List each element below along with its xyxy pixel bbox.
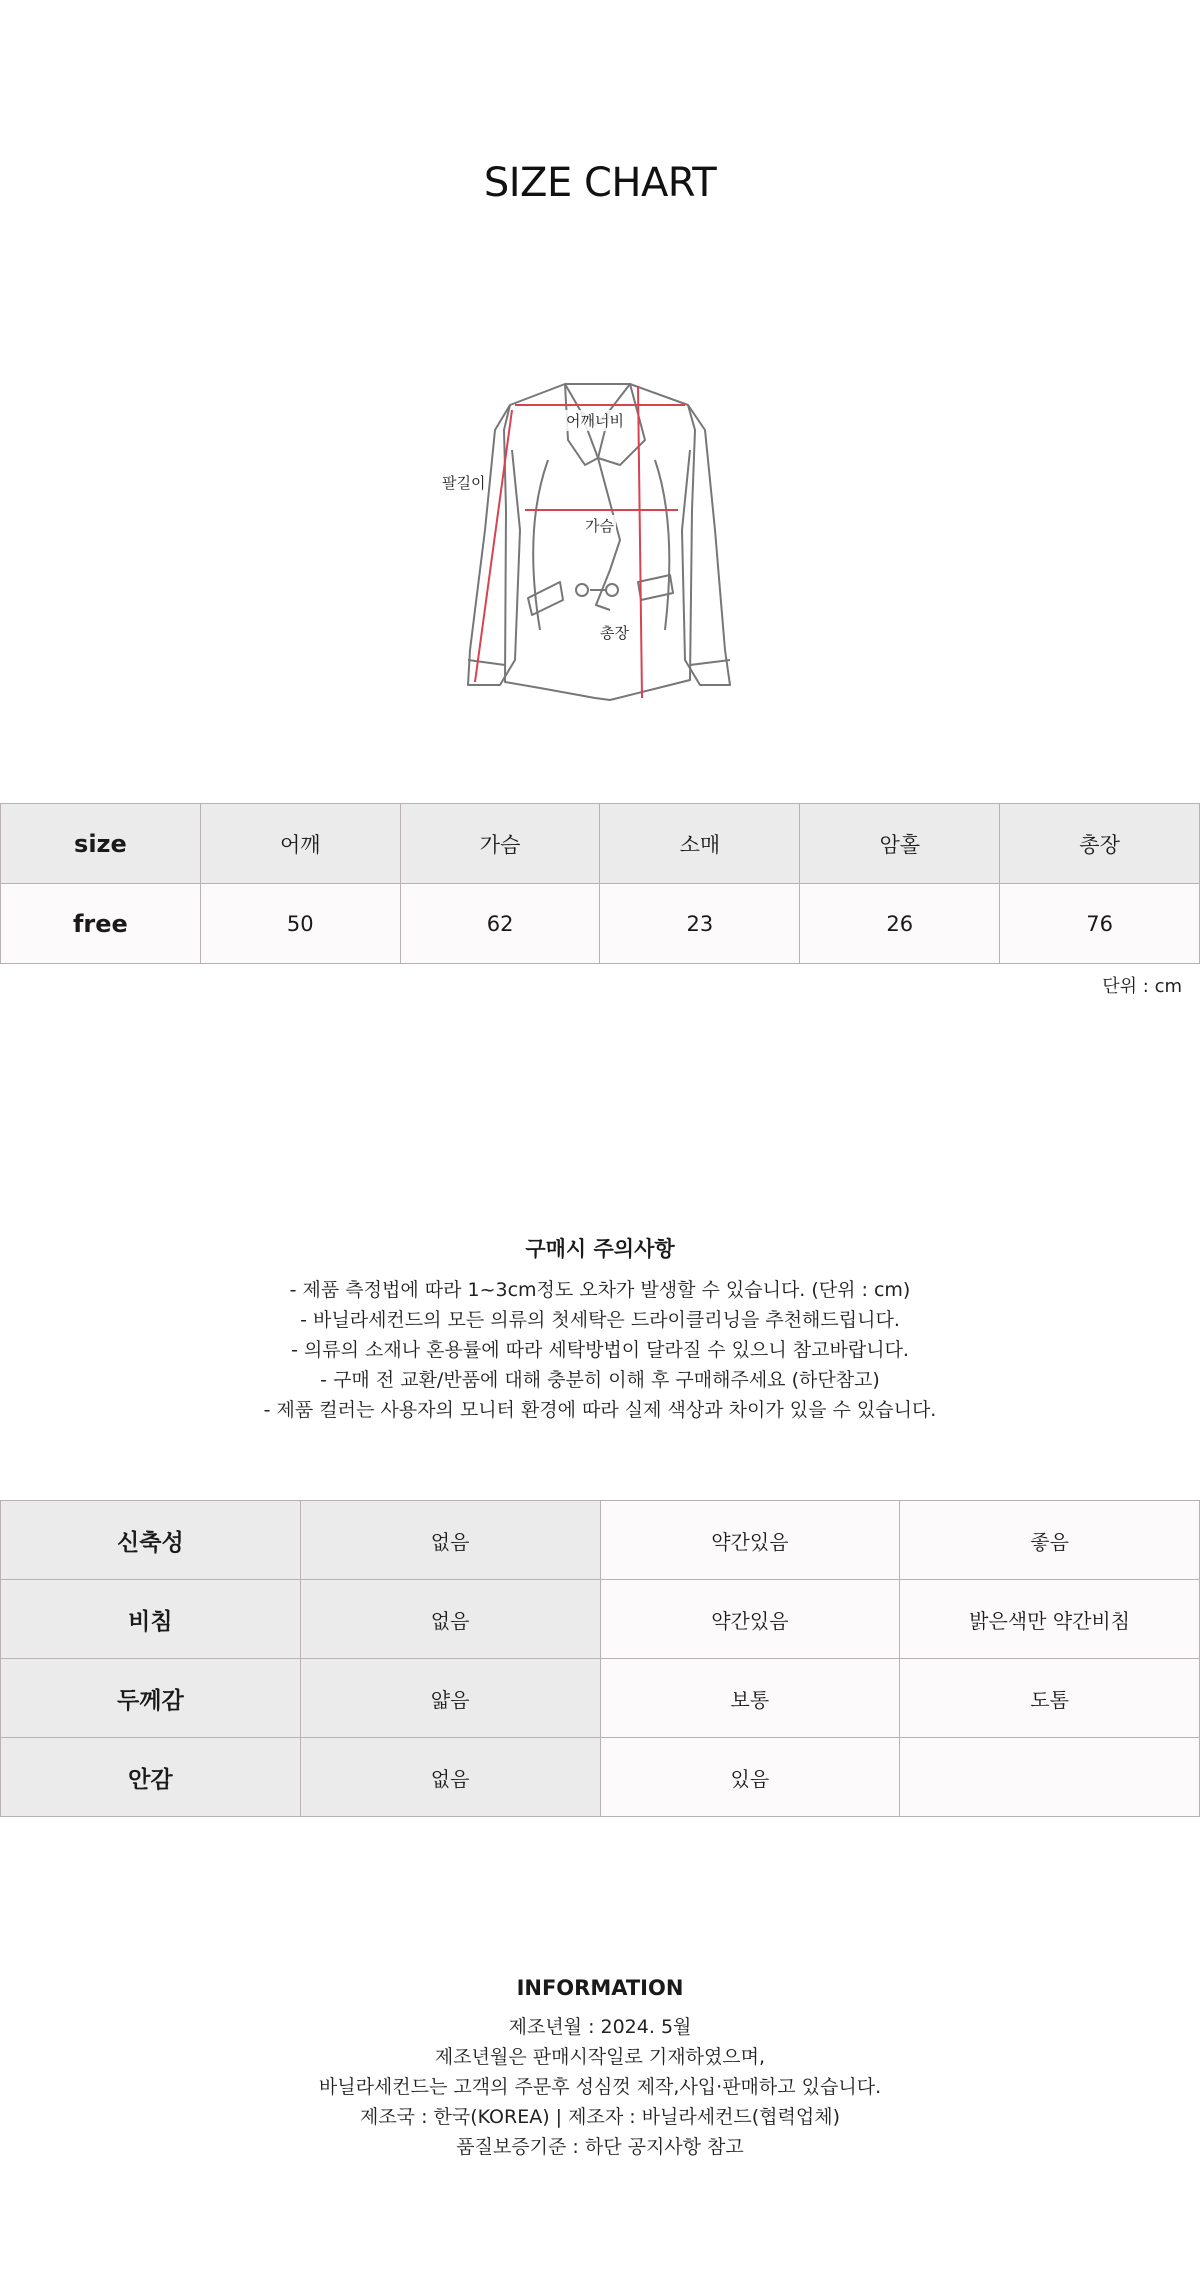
shoulder-value-cell: 50 (200, 884, 400, 964)
notice-line: - 제품 측정법에 따라 1~3cm정도 오차가 발생할 수 있습니다. (단위 : cm) (289, 1279, 911, 1301)
chest-label: 가슴 (585, 517, 614, 535)
fabric-cell: 약간있음 (600, 1501, 900, 1580)
size-header-cell: size (1, 804, 201, 884)
size-table-header-row (1, 804, 1200, 884)
notice-line: - 바닐라세컨드의 모든 의류의 첫세탁은 드라이클리닝을 추천해드립니다. (300, 1309, 900, 1331)
info-line: 제조년월은 판매시작일로 기재하였으며, (434, 2046, 766, 2068)
fabric-row-label: 비침 (1, 1580, 301, 1659)
fabric-cell: 도톰 (900, 1659, 1200, 1738)
fabric-cell: 보통 (600, 1659, 900, 1738)
size-table (0, 803, 1200, 964)
page-title: SIZE CHART (483, 160, 717, 206)
length-header-cell: 총장 (1000, 804, 1200, 884)
fabric-row-stretch (1, 1501, 1200, 1580)
fabric-cell: 없음 (300, 1738, 600, 1817)
fabric-cell: 없음 (300, 1501, 600, 1580)
fabric-row-label: 두께감 (1, 1659, 301, 1738)
fabric-cell: 없음 (300, 1580, 600, 1659)
armhole-header-cell: 암홀 (800, 804, 1000, 884)
notice-line: - 의류의 소재나 혼용률에 따라 세탁방법이 달라질 수 있으니 참고바랍니다. (291, 1339, 909, 1361)
shoulder-label: 어깨너비 (566, 412, 624, 430)
info-line: 제조국 : 한국(KOREA) | 제조자 : 바닐라세컨드(협력업체) (359, 2106, 841, 2128)
info-line: 품질보증기준 : 하단 공지사항 참고 (456, 2136, 744, 2158)
fabric-cell: 좋음 (900, 1501, 1200, 1580)
total-length-label: 총장 (600, 624, 629, 642)
unit-note: 단위 : cm (1102, 976, 1182, 997)
info-line: 바닐라세컨드는 고객의 주문후 성심껏 제작,사입·판매하고 있습니다. (318, 2076, 882, 2098)
product-information (0, 1976, 1200, 2162)
fabric-cell: 얇음 (300, 1659, 600, 1738)
fabric-properties-table (0, 1500, 1200, 1817)
fabric-row-label: 안감 (1, 1738, 301, 1817)
chest-value-cell: 62 (400, 884, 600, 964)
sleeve-value-cell: 23 (600, 884, 800, 964)
armhole-value-cell: 26 (800, 884, 1000, 964)
fabric-cell: 있음 (600, 1738, 900, 1817)
fabric-row-label: 신축성 (1, 1501, 301, 1580)
size-table-row (1, 884, 1200, 964)
size-value-cell: free (1, 884, 201, 964)
fabric-cell (900, 1738, 1200, 1817)
fabric-cell: 약간있음 (600, 1580, 900, 1659)
jacket-measurement-diagram (420, 370, 780, 710)
chest-header-cell: 가슴 (400, 804, 600, 884)
fabric-cell: 밝은색만 약간비침 (900, 1580, 1200, 1659)
fabric-row-thickness (1, 1659, 1200, 1738)
shoulder-header-cell: 어깨 (200, 804, 400, 884)
sleeve-length-label: 팔길이 (442, 474, 486, 492)
fabric-row-lining (1, 1738, 1200, 1817)
info-line: 제조년월 : 2024. 5월 (508, 2016, 692, 2038)
notice-heading: 구매시 주의사항 (525, 1237, 675, 1261)
sleeve-header-cell: 소매 (600, 804, 800, 884)
purchase-notice (0, 1233, 1200, 1425)
notice-line: - 제품 컬러는 사용자의 모니터 환경에 따라 실제 색상과 차이가 있을 수 있습니다. (263, 1399, 937, 1421)
info-heading: INFORMATION (516, 1976, 684, 2000)
length-value-cell: 76 (1000, 884, 1200, 964)
fabric-row-sheerness (1, 1580, 1200, 1659)
notice-line: - 구매 전 교환/반품에 대해 충분히 이해 후 구매해주세요 (하단참고) (320, 1369, 880, 1391)
